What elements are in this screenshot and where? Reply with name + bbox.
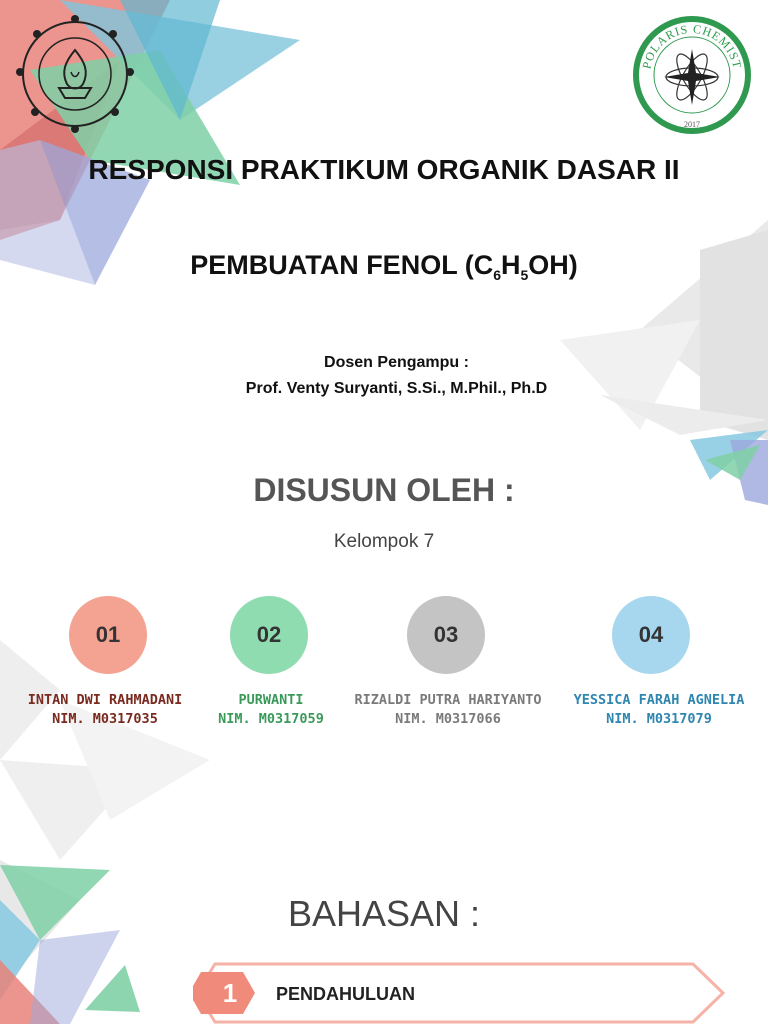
lecturer-label: Dosen Pengampu :: [324, 354, 469, 371]
member-name: INTAN DWI RAHMADANI: [27, 692, 183, 708]
topic-label: PENDAHULUAN: [276, 984, 415, 1004]
polaris-chemist-logo: [632, 15, 752, 135]
lecturer-block: [0, 350, 768, 402]
member-number-badge: 03: [407, 596, 485, 674]
member-number-badge: 04: [612, 596, 690, 674]
member-name: PURWANTI: [238, 692, 304, 708]
page-subtitle: PEMBUATAN FENOL $(C_6H_5OH)$: [190, 250, 578, 283]
member-nim: NIM. M0317079: [606, 711, 712, 727]
group-label: Kelompok 7: [333, 531, 435, 552]
member-nim: NIM. M0317035: [52, 711, 158, 727]
svg-text:POLARIS CHEMIST: POLARIS CHEMIST: [639, 21, 745, 71]
member-number-badge: 01: [69, 596, 147, 674]
authors-heading: DISUSUN OLEH :: [253, 472, 515, 508]
page-title: RESPONSI PRAKTIKUM ORGANIK DASAR II: [88, 154, 680, 185]
member-nim: NIM. M0317059: [218, 711, 324, 727]
member-item: [328, 691, 568, 729]
member-nim: NIM. M0317066: [395, 711, 501, 727]
member-number-badge: 02: [230, 596, 308, 674]
member-name: YESSICA FARAH AGNELIA: [573, 692, 745, 708]
university-logo: [15, 14, 135, 134]
svg-text:2017: 2017: [684, 120, 700, 129]
member-name: RIZALDI PUTRA HARIYANTO: [354, 692, 542, 708]
contents-heading: BAHASAN :: [287, 893, 481, 934]
member-item: [539, 691, 768, 729]
topic-item-bar: [193, 962, 733, 1024]
topic-number: 1: [222, 978, 238, 1008]
lecturer-name: Prof. Venty Suryanti, S.Si., M.Phil., Ph.D: [245, 380, 548, 397]
